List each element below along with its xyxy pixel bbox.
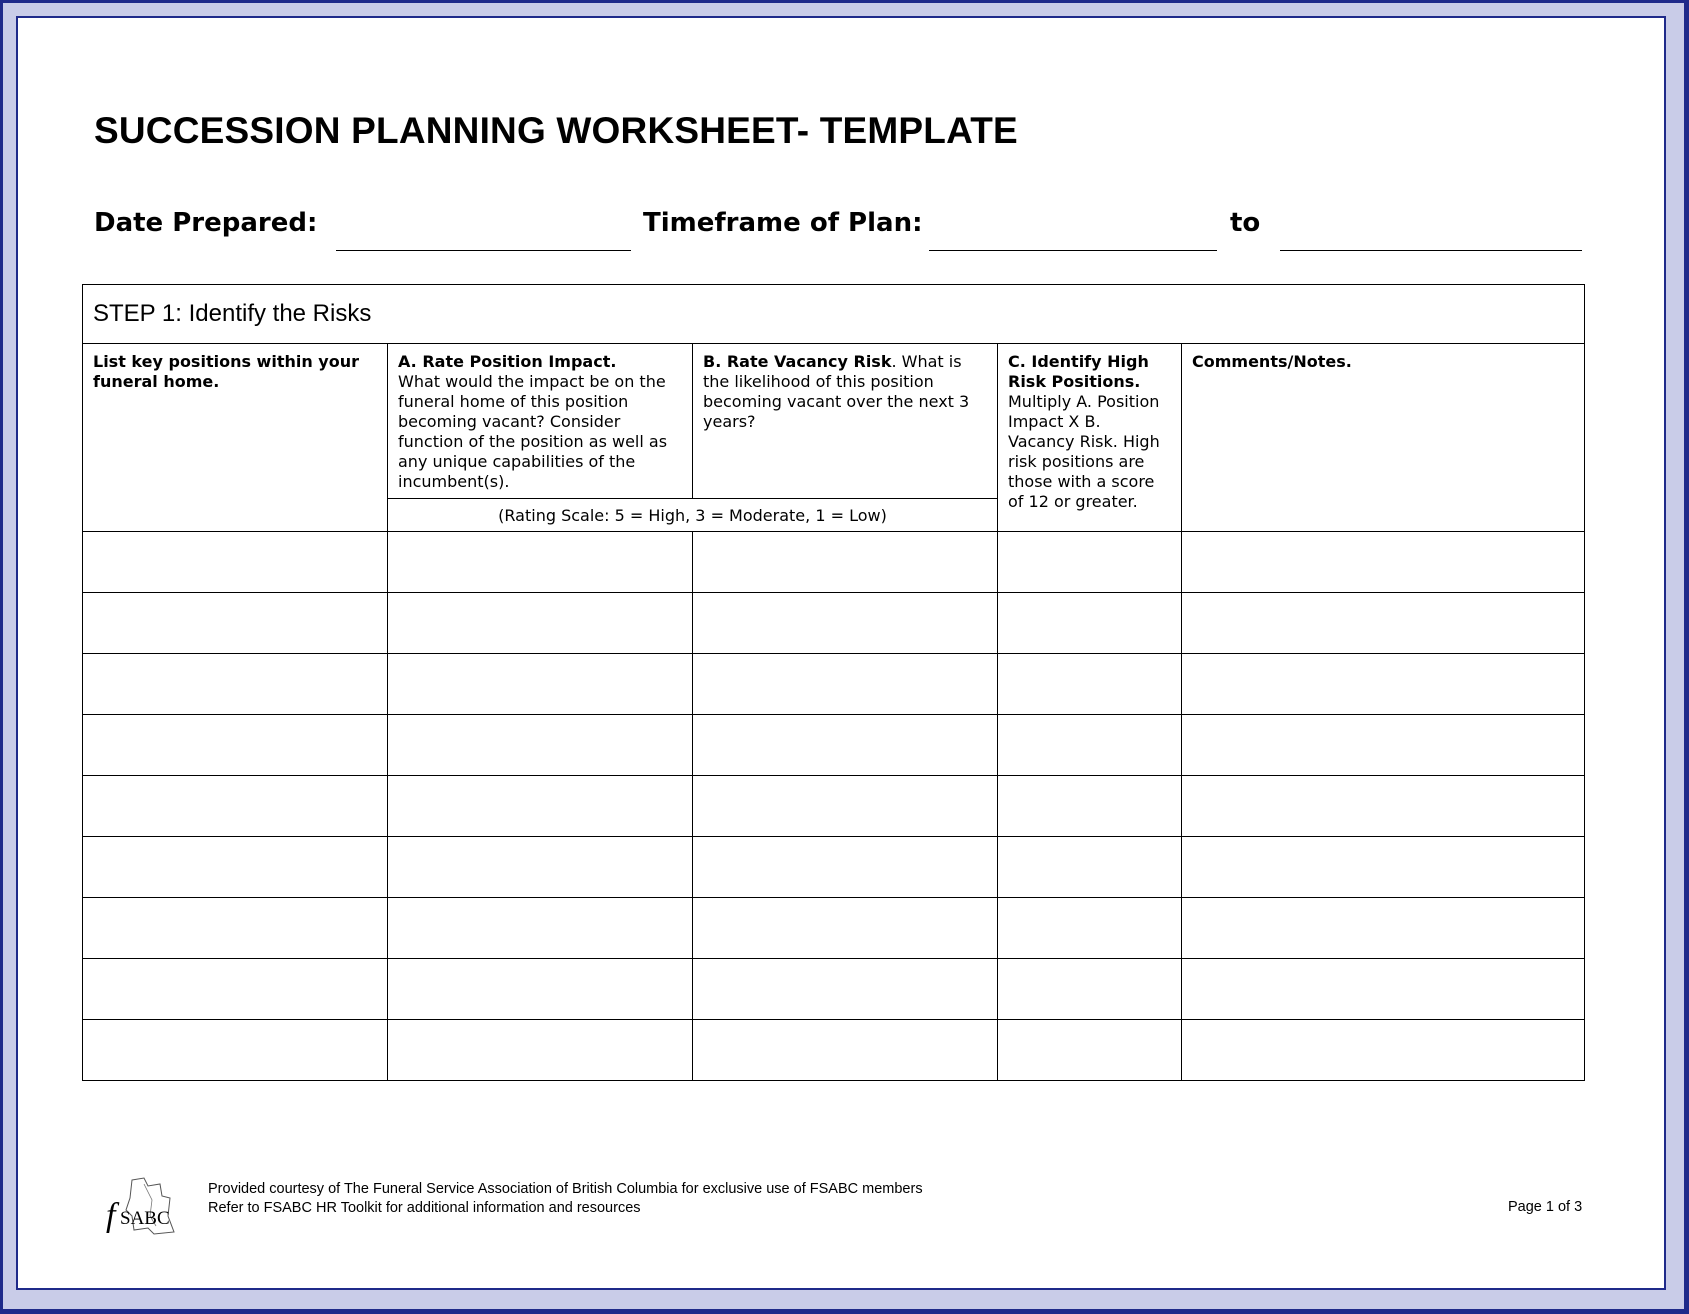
position-cell[interactable] [83,1020,388,1081]
position-cell[interactable] [83,532,388,593]
position-cell[interactable] [83,837,388,898]
table-row [83,1020,1585,1081]
page-number: Page 1 of 3 [1508,1199,1583,1215]
impact-rating-cell[interactable] [388,654,693,715]
position-cell[interactable] [83,715,388,776]
vacancy-risk-cell[interactable] [693,898,998,959]
col-b-header [693,344,998,499]
comments-cell[interactable] [1182,654,1585,715]
impact-rating-cell[interactable] [388,593,693,654]
comments-cell[interactable] [1182,898,1585,959]
date-prepared-label: Date Prepared: [94,208,318,238]
vacancy-risk-cell[interactable] [693,837,998,898]
timeframe-to-label: to [1230,208,1261,238]
high-risk-score-cell[interactable] [998,898,1182,959]
rating-scale-note: (Rating Scale: 5 = High, 3 = Moderate, 1 = Low) [388,499,998,532]
fsabc-logo [104,1176,196,1242]
col-c-heading: C. Identify High Risk Positions. [1008,352,1149,391]
comments-cell[interactable] [1182,715,1585,776]
comments-cell[interactable] [1182,959,1585,1020]
impact-rating-cell[interactable] [388,898,693,959]
timeframe-label: Timeframe of Plan: [643,208,923,238]
comments-cell[interactable] [1182,776,1585,837]
step-1-heading: STEP 1: Identify the Risks [83,285,1585,344]
position-cell[interactable] [83,959,388,1020]
comments-cell[interactable] [1182,1020,1585,1081]
table-row [83,898,1585,959]
vacancy-risk-cell[interactable] [693,776,998,837]
worksheet-rows [83,532,1585,1081]
table-row [83,532,1585,593]
col-positions-header: List key positions within your funeral home. [83,344,388,532]
comments-cell[interactable] [1182,593,1585,654]
date-prepared-field[interactable] [336,250,631,251]
impact-rating-cell[interactable] [388,1020,693,1081]
impact-rating-cell[interactable] [388,776,693,837]
position-cell[interactable] [83,654,388,715]
footer-text [208,1180,923,1218]
high-risk-score-cell[interactable] [998,593,1182,654]
comments-cell[interactable] [1182,532,1585,593]
vacancy-risk-cell[interactable] [693,532,998,593]
comments-cell[interactable] [1182,837,1585,898]
risk-worksheet-table [82,284,1585,1081]
impact-rating-cell[interactable] [388,837,693,898]
footer-line-1: Provided courtesy of The Funeral Service Association of British Columbia for exclusive use of FSABC members [208,1181,923,1197]
vacancy-risk-cell[interactable] [693,654,998,715]
vacancy-risk-cell[interactable] [693,593,998,654]
table-row [83,959,1585,1020]
col-b-description: . What is the likelihood of this position becoming vacant over the next 3 years? [703,352,970,431]
timeframe-start-field[interactable] [929,250,1217,251]
vacancy-risk-cell[interactable] [693,1020,998,1081]
worksheet-page [16,16,1666,1290]
col-a-description: What would the impact be on the funeral home of this position becoming vacant? Consider function of the position as well as any unique capabilities of the incumbent(s). [398,372,668,491]
high-risk-score-cell[interactable] [998,776,1182,837]
position-cell[interactable] [83,898,388,959]
high-risk-score-cell[interactable] [998,1020,1182,1081]
footer-line-2: Refer to FSABC HR Toolkit for additional information and resources [208,1200,641,1216]
table-row [83,715,1585,776]
high-risk-score-cell[interactable] [998,959,1182,1020]
col-a-header [388,344,693,499]
vacancy-risk-cell[interactable] [693,715,998,776]
col-c-header [998,344,1182,532]
col-b-heading: B. Rate Vacancy Risk [703,352,892,371]
high-risk-score-cell[interactable] [998,654,1182,715]
col-a-heading: A. Rate Position Impact. [398,352,617,371]
col-comments-header: Comments/Notes. [1182,344,1585,532]
high-risk-score-cell[interactable] [998,837,1182,898]
col-c-description: Multiply A. Position Impact X B. Vacancy Risk. High risk positions are those with a score of 12 or greater. [1008,392,1160,511]
high-risk-score-cell[interactable] [998,715,1182,776]
svg-text:SABC: SABC [120,1208,170,1229]
position-cell[interactable] [83,593,388,654]
svg-text:f: f [106,1197,116,1234]
impact-rating-cell[interactable] [388,959,693,1020]
impact-rating-cell[interactable] [388,532,693,593]
position-cell[interactable] [83,776,388,837]
impact-rating-cell[interactable] [388,715,693,776]
table-row [83,593,1585,654]
page-title: SUCCESSION PLANNING WORKSHEET- TEMPLATE [94,110,1018,151]
high-risk-score-cell[interactable] [998,532,1182,593]
timeframe-end-field[interactable] [1280,250,1582,251]
vacancy-risk-cell[interactable] [693,959,998,1020]
table-row [83,776,1585,837]
table-row [83,654,1585,715]
table-row [83,837,1585,898]
